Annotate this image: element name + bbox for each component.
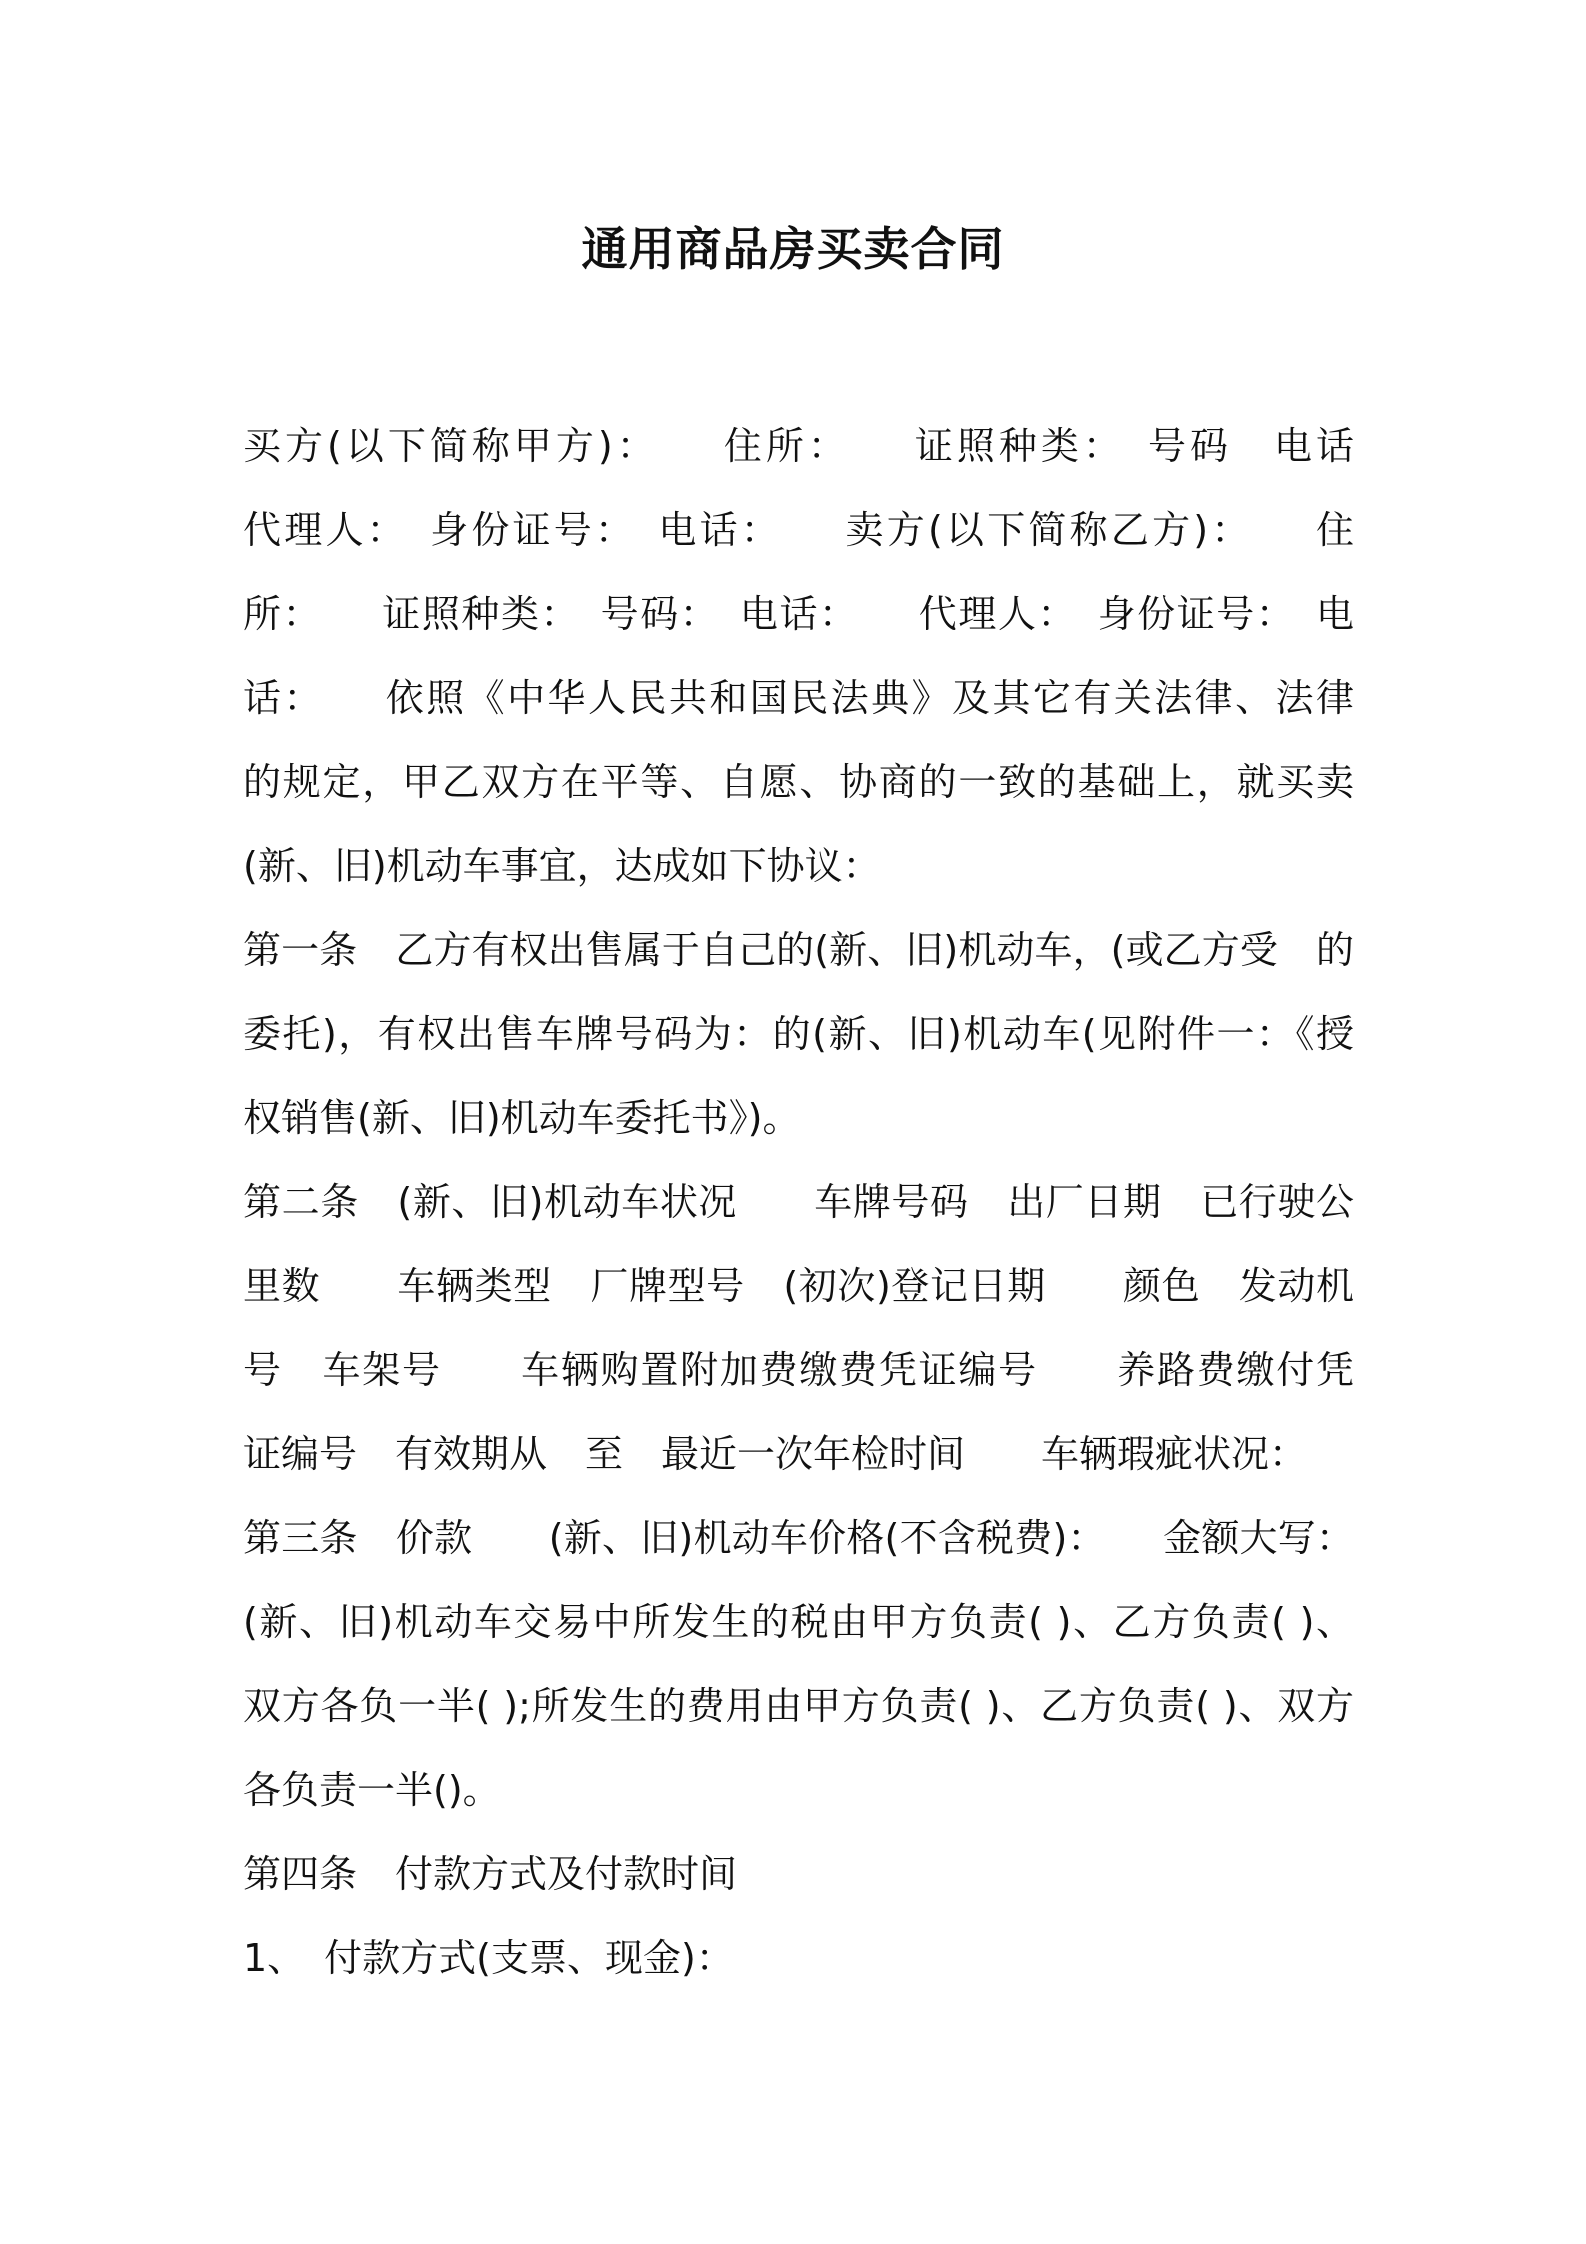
text-line: (新、旧)机动车交易中所发生的税由甲方负责( )、乙方负责( )、	[243, 1600, 1354, 1644]
document-title: 通用商品房买卖合同	[581, 222, 1005, 276]
text-line: 里数 车辆类型 厂牌型号 (初次)登记日期 颜色 发动机	[243, 1264, 1354, 1308]
text-line: 各负责一半()。	[243, 1768, 501, 1812]
text-line: 买方(以下简称甲方)： 住所： 证照种类： 号码 电话	[243, 424, 1354, 468]
text-line: 代理人： 身份证号： 电话： 卖方(以下简称乙方)： 住	[243, 508, 1354, 552]
text-line: 号 车架号 车辆购置附加费缴费凭证编号 养路费缴付凭	[243, 1348, 1354, 1392]
text-line: 1、 付款方式(支票、现金)：	[243, 1936, 734, 1980]
document-body	[243, 404, 1354, 2000]
text-line: 第三条 价款 (新、旧)机动车价格(不含税费)： 金额大写：	[243, 1516, 1354, 1560]
text-line: 双方各负一半( );所发生的费用由甲方负责( )、乙方负责( )、双方	[243, 1684, 1354, 1728]
text-line: 第二条 (新、旧)机动车状况 车牌号码 出厂日期 已行驶公	[243, 1180, 1354, 1224]
text-line: 第四条 付款方式及付款时间	[243, 1852, 738, 1896]
text-line: 委托)，有权出售车牌号码为：的(新、旧)机动车(见附件一：《授	[243, 1012, 1354, 1056]
text-line: 第一条 乙方有权出售属于自己的(新、旧)机动车，(或乙方受 的	[243, 928, 1354, 972]
text-line: 的规定，甲乙双方在平等、自愿、协商的一致的基础上，就买卖	[243, 760, 1354, 804]
text-line: 所： 证照种类： 号码： 电话： 代理人： 身份证号： 电	[243, 592, 1354, 636]
text-line: 话： 依照《中华人民共和国民法典》及其它有关法律、法律	[243, 676, 1354, 720]
text-line: 证编号 有效期从 至 最近一次年检时间 车辆瑕疵状况：	[243, 1432, 1308, 1476]
text-line: 权销售(新、旧)机动车委托书》)。	[243, 1096, 801, 1140]
text-line: (新、旧)机动车事宜，达成如下协议：	[243, 844, 881, 888]
